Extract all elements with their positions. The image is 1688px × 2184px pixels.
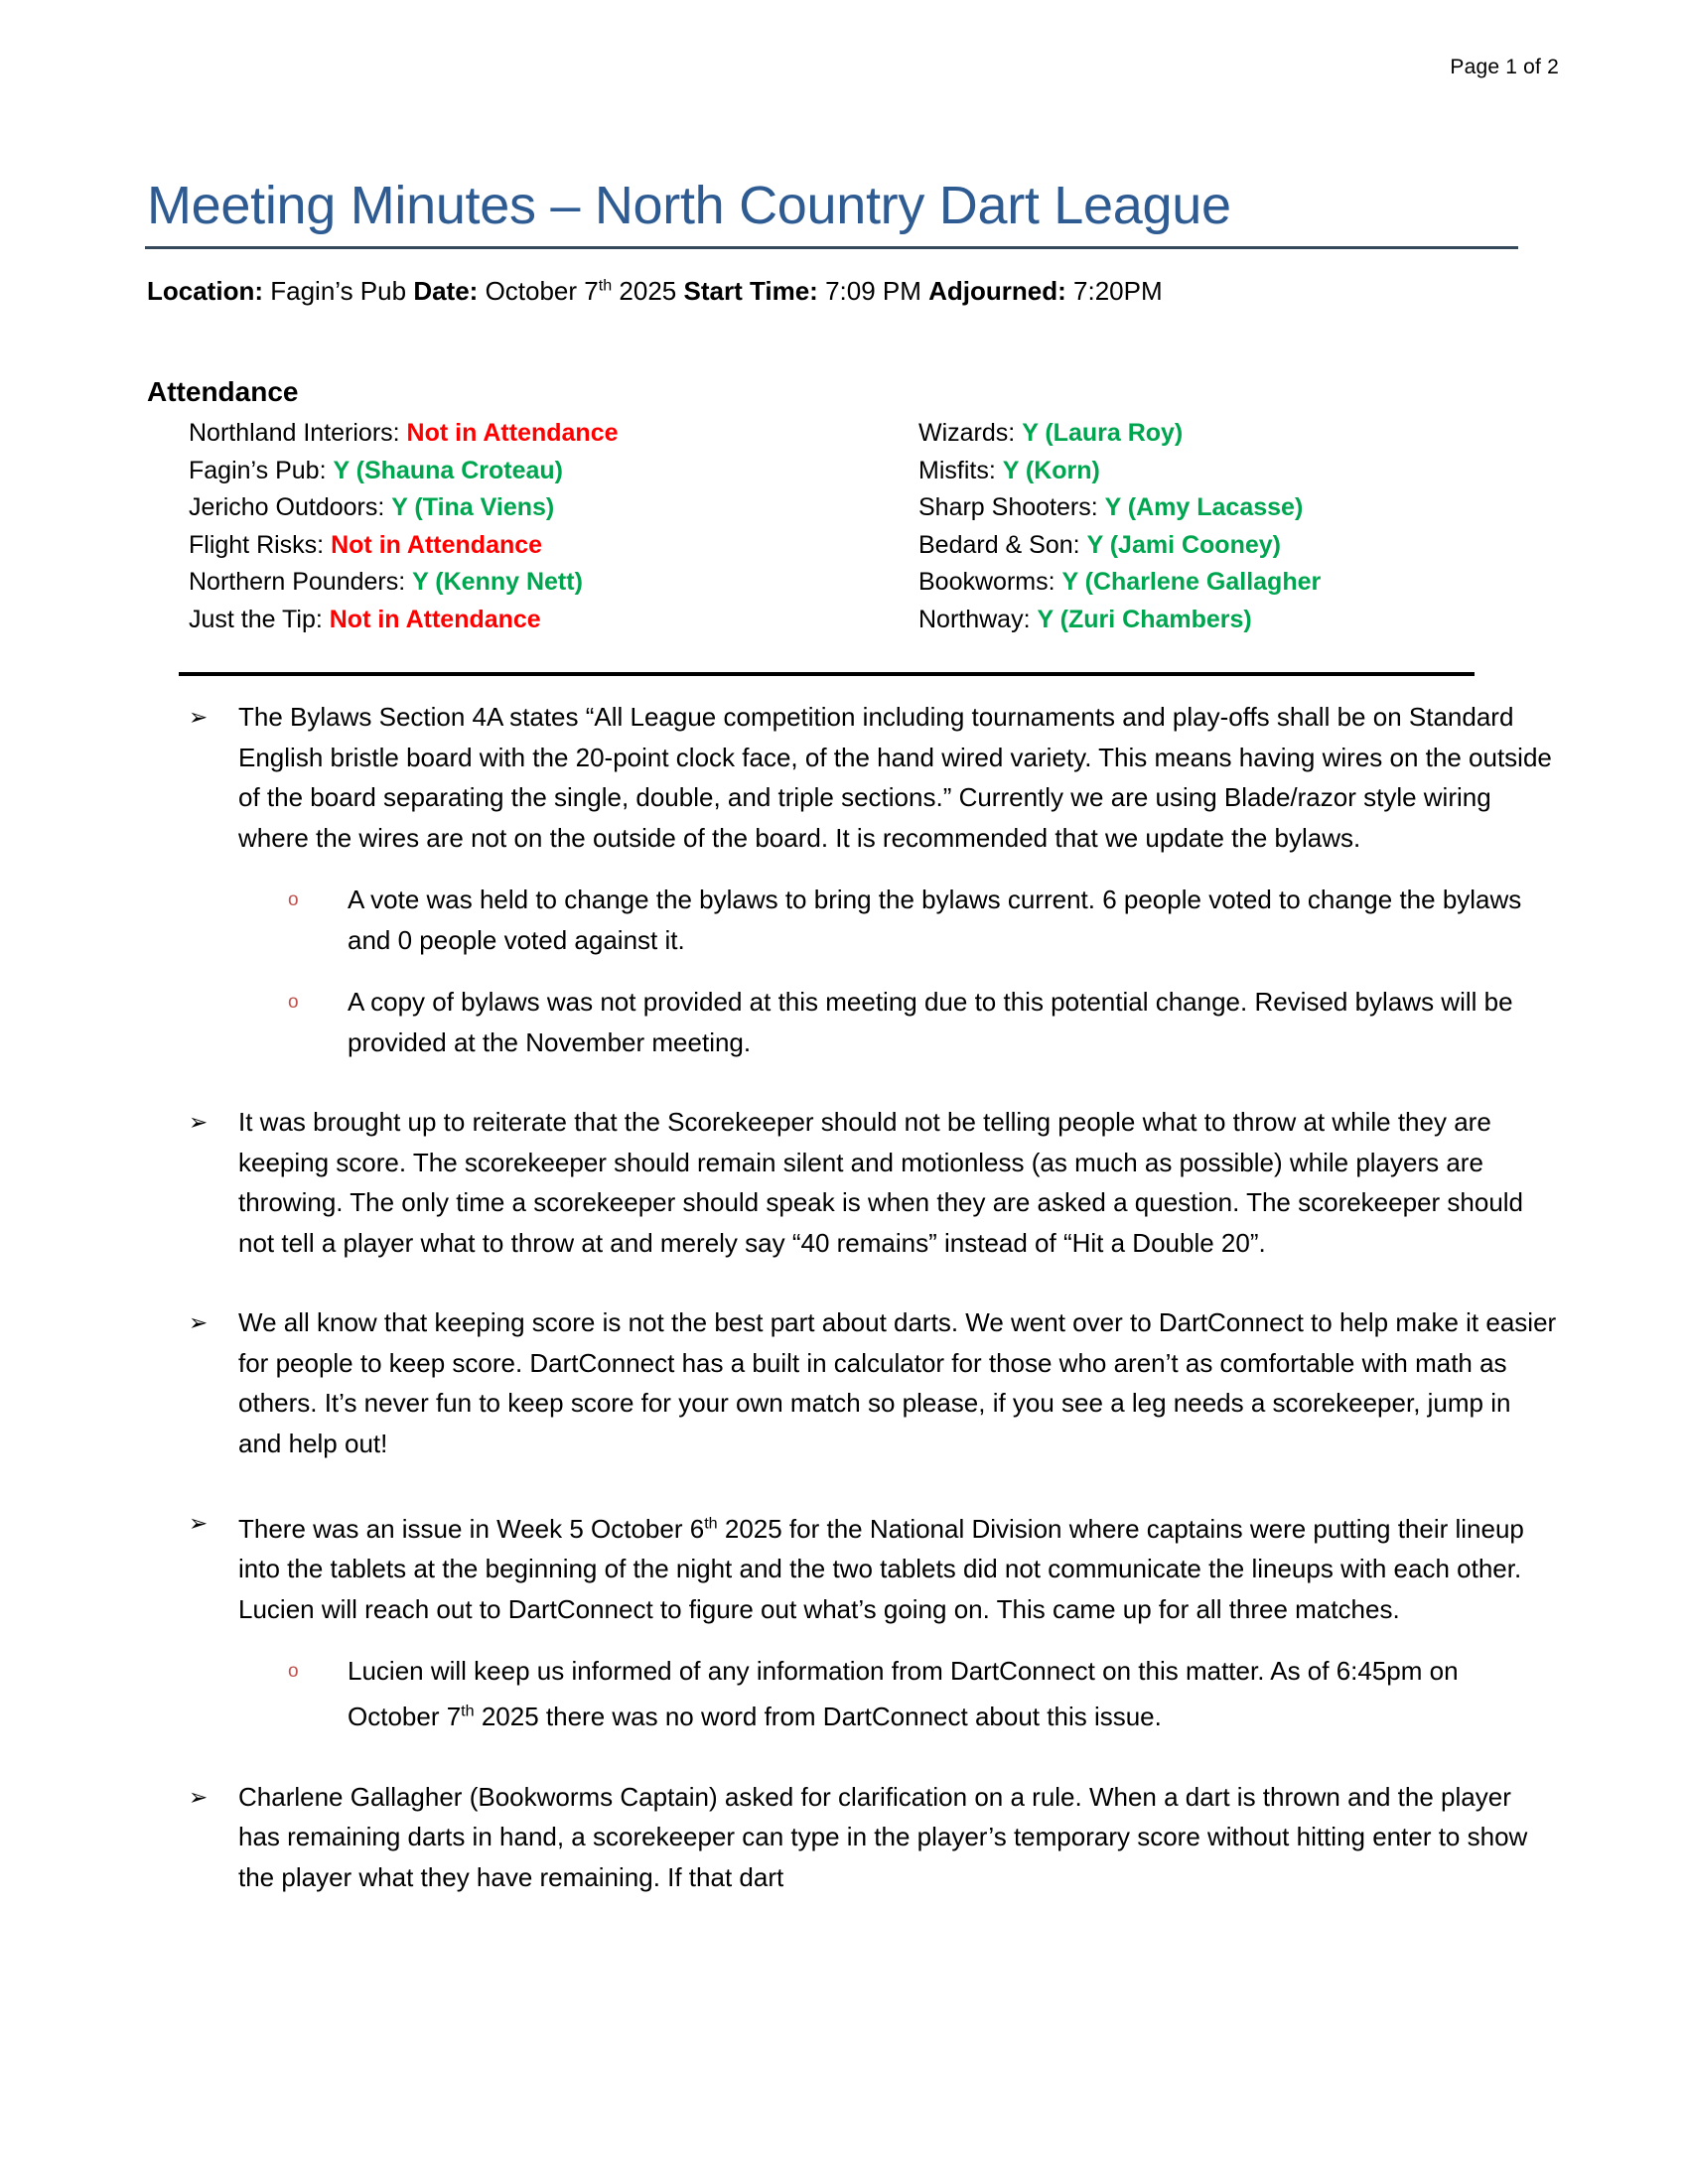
attendance-status: Y (Laura Roy)	[1022, 419, 1184, 447]
attendance-team-name: Northern Pounders:	[189, 568, 413, 596]
attendance-status: Y (Korn)	[1002, 456, 1100, 484]
minutes-bullet-item	[0, 1102, 1688, 1263]
bullet-text-pre: There was an issue in Week 5 October 6	[238, 1513, 705, 1544]
arrow-bullet-icon: ➢	[189, 704, 209, 730]
bullet-text: It was brought up to reiterate that the Scorekeeper should not be telling people what to throw at while they are keeping score. The scorekeeper should remain silent and motionless (as much as possible) while players are throwing. The only time a scorekeeper should speak is when they are asked a question. The scorekeeper should not tell a player what to throw at and merely say “40 remains” instead of “Hit a Double 20”.	[238, 1107, 1524, 1258]
attendance-row	[918, 527, 1321, 565]
attendance-row	[189, 527, 619, 565]
page-title: Meeting Minutes – North Country Dart League	[147, 176, 1231, 236]
attendance-row	[189, 415, 619, 453]
attendance-status: Not in Attendance	[331, 530, 543, 559]
sub-bullet-text: A vote was held to change the bylaws to bring the bylaws current. 6 people voted to change the bylaws and 0 people voted against it.	[348, 885, 1522, 955]
attendance-status: Y (Jami Cooney)	[1086, 530, 1281, 559]
attendance-team-name: Flight Risks:	[189, 530, 332, 559]
attendance-divider	[179, 672, 1475, 676]
attendance-status: Y (Tina Viens)	[391, 493, 555, 521]
bullet-text: We all know that keeping score is not the best part about darts. We went over to DartConnect to help make it easier for people to keep score. DartConnect has a built in calculator for those who aren’t as comfortable with math as others. It’s never fun to keep score for your own match so please, if you see a leg needs a scorekeeper, jump in and help out!	[238, 1307, 1557, 1458]
attendance-team-name: Fagin’s Pub:	[189, 456, 334, 484]
attendance-team-name: Northway:	[918, 605, 1038, 633]
paragraph-spacer	[0, 1263, 1688, 1302]
date-label: Date:	[413, 276, 479, 306]
page-number: Page 1 of 2	[1450, 56, 1559, 78]
minutes-bullet-item	[0, 1302, 1688, 1463]
start-time-value: 7:09 PM	[825, 276, 921, 306]
circle-bullet-icon: o	[288, 1661, 299, 1683]
circle-bullet-icon: o	[288, 992, 299, 1013]
sub-bullet-text	[348, 1656, 1459, 1731]
paragraph-spacer	[0, 1737, 1688, 1777]
minutes-sub-bullet-item	[0, 982, 1688, 1062]
attendance-status: Y (Charlene Gallagher	[1061, 568, 1322, 596]
paragraph-spacer	[0, 1463, 1688, 1503]
attendance-row	[918, 489, 1321, 527]
adjourned-value: 7:20PM	[1073, 276, 1163, 306]
sub-text-pre: Lucien will keep us informed of any information from DartConnect on this matter. As of 6:45pm on October 7	[348, 1656, 1459, 1732]
sub-bullet-text: A copy of bylaws was not provided at this meeting due to this potential change. Revised bylaws will be provided at the November meeting.	[348, 987, 1513, 1057]
minutes-sub-bullet-item	[0, 880, 1688, 960]
arrow-bullet-icon: ➢	[189, 1783, 209, 1810]
attendance-team-name: Just the Tip:	[189, 605, 330, 633]
attendance-row	[189, 602, 619, 639]
circle-bullet-icon: o	[288, 889, 299, 910]
minutes-bullet-item	[0, 1777, 1688, 1898]
minutes-sub-bullet-item	[0, 1651, 1688, 1737]
attendance-status: Y (Shauna Croteau)	[333, 456, 563, 484]
attendance-heading: Attendance	[147, 376, 299, 407]
attendance-team-name: Jericho Outdoors:	[189, 493, 392, 521]
attendance-row	[918, 453, 1321, 490]
attendance-row	[918, 415, 1321, 453]
attendance-status: Y (Zuri Chambers)	[1037, 605, 1252, 633]
meeting-meta-line	[147, 276, 1163, 307]
ordinal-suffix: th	[461, 1702, 475, 1720]
attendance-team-name: Misfits:	[918, 456, 1003, 484]
minutes-bullet-item	[0, 1503, 1688, 1629]
attendance-team-name: Bedard & Son:	[918, 530, 1087, 559]
bullet-text: Charlene Gallagher (Bookworms Captain) asked for clarification on a rule. When a dart is thrown and the player has remaining darts in hand, a scorekeeper can type in the player’s temporary score without hitting enter to show the player what they have remaining. If that dart	[238, 1781, 1528, 1892]
date-ordinal-suffix: th	[598, 276, 613, 295]
attendance-row	[189, 453, 619, 490]
ordinal-suffix: th	[704, 1514, 718, 1532]
minutes-bullet-item	[0, 697, 1688, 858]
attendance-status: Not in Attendance	[329, 605, 541, 633]
minutes-body-list	[0, 697, 1688, 1897]
bullet-text: The Bylaws Section 4A states “All League competition including tournaments and play-offs shall be on Standard English bristle board with the 20-point clock face, of the hand wired variety. This means having wires on the outside of the board separating the single, double, and triple sections.” Currently we are using Blade/razor style wiring where the wires are not on the outside of the board. It is recommended that we update the bylaws.	[238, 702, 1552, 853]
attendance-column-right	[918, 415, 1321, 638]
attendance-status: Y (Amy Lacasse)	[1104, 493, 1304, 521]
attendance-row	[189, 489, 619, 527]
attendance-row	[918, 602, 1321, 639]
sub-text-post: 2025 there was no word from DartConnect about this issue.	[474, 1702, 1162, 1732]
bullet-text	[238, 1514, 1524, 1624]
location-label: Location:	[147, 276, 263, 306]
arrow-bullet-icon: ➢	[189, 1510, 209, 1536]
attendance-team-name: Northland Interiors:	[189, 419, 407, 447]
attendance-team-name: Bookworms:	[918, 568, 1062, 596]
attendance-status: Y (Kenny Nett)	[412, 568, 583, 596]
attendance-status: Not in Attendance	[406, 419, 619, 447]
date-value-main: October 7	[485, 276, 599, 306]
arrow-bullet-icon: ➢	[189, 1309, 209, 1335]
adjourned-label: Adjourned:	[928, 276, 1066, 306]
attendance-row	[918, 564, 1321, 602]
date-value	[486, 276, 613, 306]
paragraph-spacer	[0, 1062, 1688, 1102]
date-year: 2025	[619, 276, 677, 306]
bullet-text-post: 2025 for the National Division where captains were putting their lineup into the tablets at the beginning of the night and the two tablets did not communicate the lineups with each other. Lucien will reach out to DartConnect to figure out what’s going on. This came up for all three matches.	[238, 1513, 1524, 1624]
attendance-team-name: Wizards:	[918, 419, 1023, 447]
attendance-column-left	[189, 415, 619, 638]
attendance-row	[189, 564, 619, 602]
attendance-team-name: Sharp Shooters:	[918, 493, 1105, 521]
arrow-bullet-icon: ➢	[189, 1109, 209, 1135]
location-value: Fagin’s Pub	[270, 276, 407, 306]
title-divider	[145, 246, 1518, 249]
start-time-label: Start Time:	[683, 276, 818, 306]
